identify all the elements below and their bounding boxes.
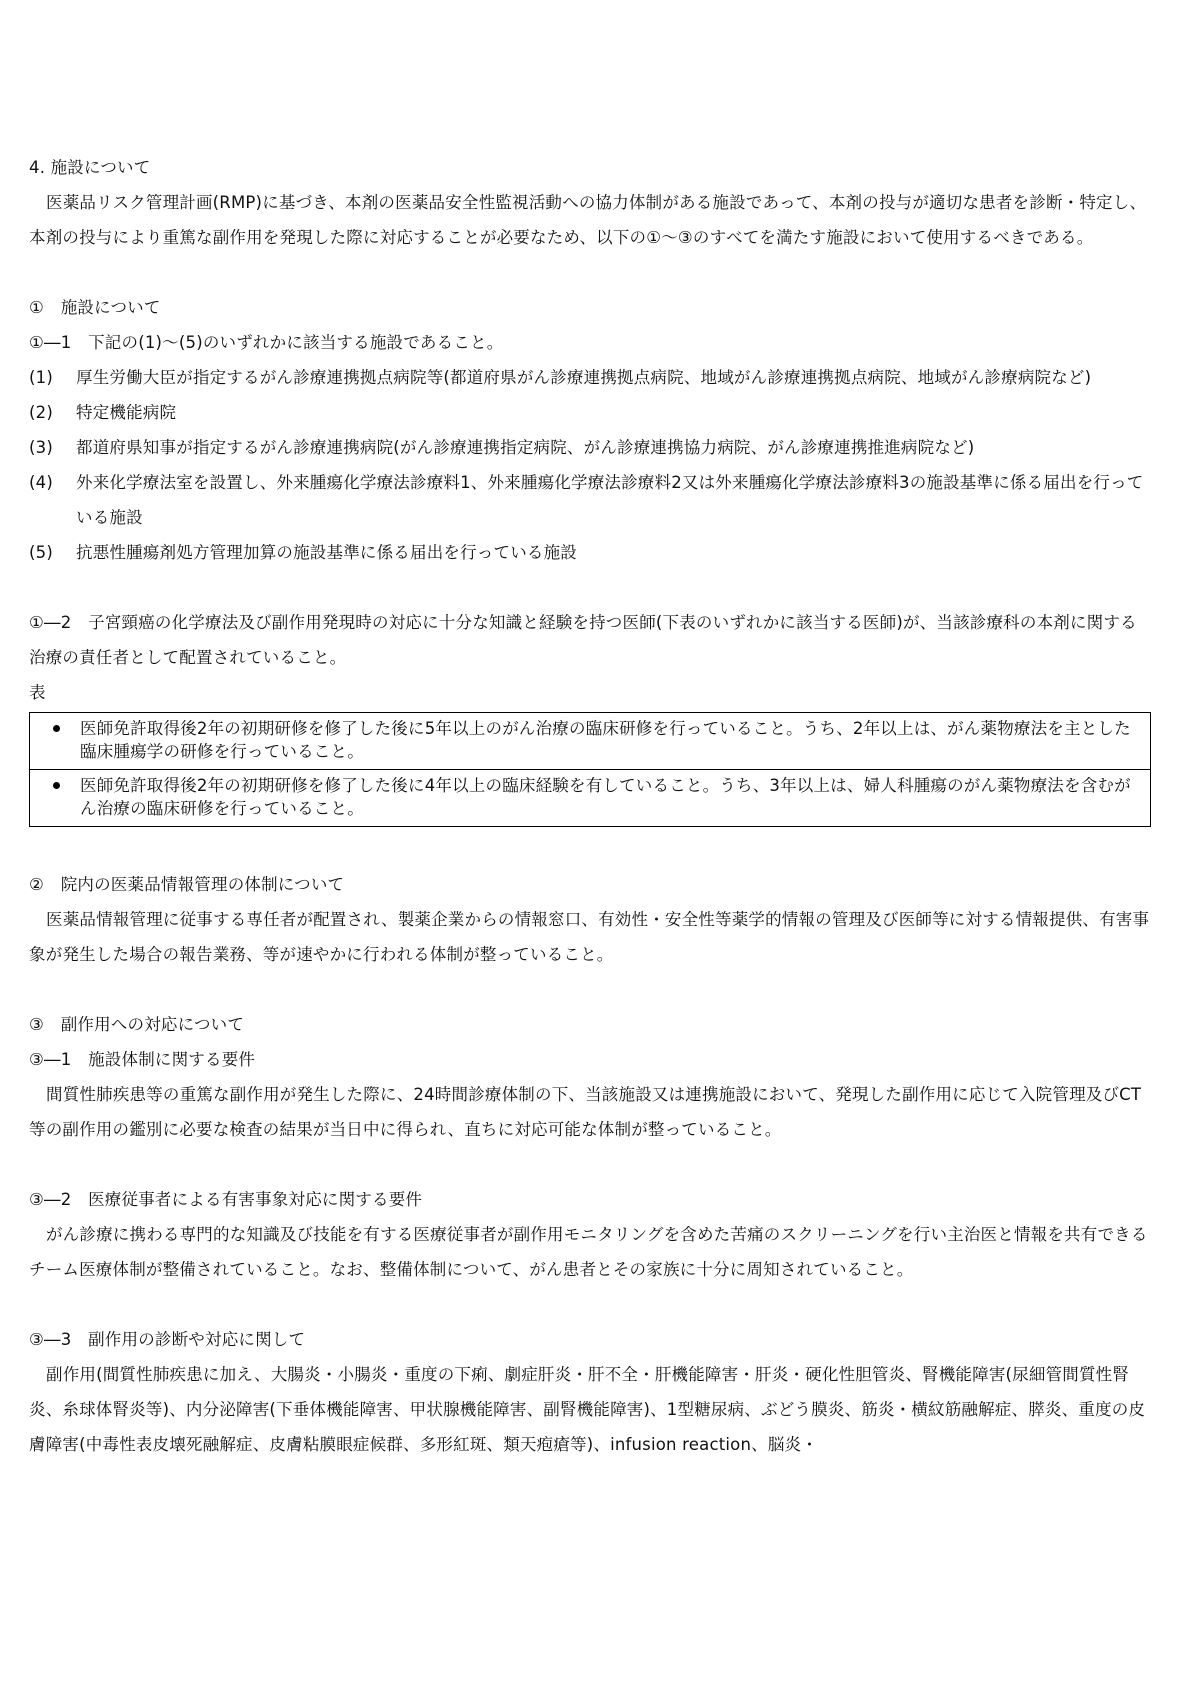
table-row (30, 713, 1150, 769)
part3-sub1-body: 間質性肺疾患等の重篤な副作用が発生した際に、24時間診療体制の下、当該施設又は連携施設において、発現した副作用に応じて入院管理及びCT等の副作用の鑑別に必要な検査の結果が当日中に得られ、直ちに対応可能な体制が整っていること。 (29, 1085, 1142, 1139)
part1-sub1-heading: ①―1 下記の(1)～(5)のいずれかに該当する施設であること。 (29, 333, 504, 352)
item-text: 外来化学療法室を設置し、外来腫瘍化学療法診療料1、外来腫瘍化学療法診療料2又は外来腫瘍化学療法診療料3の施設基準に係る届出を行っている施設 (76, 473, 1144, 527)
item-number: (4) (29, 473, 53, 492)
part3-heading: ③ 副作用への対応について (29, 1015, 245, 1034)
document-page (29, 150, 1151, 1462)
physician-requirements-table (29, 712, 1151, 827)
bullet-icon (36, 717, 76, 763)
part3-sub3-body: 副作用(間質性肺疾患に加え、大腸炎・小腸炎・重度の下痢、劇症肝炎・肝不全・肝機能障害・肝炎・硬化性胆管炎、腎機能障害(尿細管間質性腎炎、糸球体腎炎等)、内分泌障害(下垂体機能障害、甲状腺機能障害、副腎機能障害)、1型糖尿病、ぶどう膜炎、筋炎・横紋筋融解症、膵炎、重度の皮膚障害(中毒性表皮壊死融解症、皮膚粘膜眼症候群、多形紅斑、類天疱瘡等)、infusion reaction、脳炎・ (29, 1365, 1146, 1454)
item-number: (3) (29, 438, 53, 457)
item-number: (2) (29, 403, 53, 422)
table-cell: 医師免許取得後2年の初期研修を修了した後に5年以上のがん治療の臨床研修を行っていること。うち、2年以上は、がん薬物療法を主とした臨床腫瘍学の研修を行っていること。 (80, 719, 1131, 761)
part1-sub2-heading: ①―2 子宮頸癌の化学療法及び副作用発現時の対応に十分な知識と経験を持つ医師(下表のいずれかに該当する医師)が、当該診療科の本剤に関する治療の責任者として配置されていること。 (29, 613, 1137, 667)
part3-sub3-heading: ③―3 副作用の診断や対応に関して (29, 1330, 306, 1349)
item-number: (1) (29, 368, 53, 387)
part2-heading: ② 院内の医薬品情報管理の体制について (29, 875, 345, 894)
part2-body: 医薬品情報管理に従事する専任者が配置され、製薬企業からの情報窓口、有効性・安全性等薬学的情報の管理及び医師等に対する情報提供、有害事象が発生した場合の報告業務、等が速やかに行われる体制が整っていること。 (29, 910, 1150, 964)
facility-list-item (29, 465, 1151, 535)
item-text: 厚生労働大臣が指定するがん診療連携拠点病院等(都道府県がん診療連携拠点病院、地域がん診療連携拠点病院、地域がん診療病院など) (76, 368, 1092, 387)
facility-list-item (29, 430, 1151, 465)
facility-list-item (29, 395, 1151, 430)
section-title: 4. 施設について (29, 158, 151, 177)
facility-list-item (29, 535, 1151, 570)
item-text: 抗悪性腫瘍剤処方管理加算の施設基準に係る届出を行っている施設 (76, 543, 577, 562)
part1-heading: ① 施設について (29, 298, 161, 317)
item-number: (5) (29, 543, 53, 562)
facility-list-item (29, 360, 1151, 395)
part3-sub2-heading: ③―2 医療従事者による有害事象対応に関する要件 (29, 1190, 423, 1209)
item-text: 都道府県知事が指定するがん診療連携病院(がん診療連携指定病院、がん診療連携協力病院、がん診療連携推進病院など) (76, 438, 975, 457)
table-label: 表 (29, 683, 46, 702)
item-text: 特定機能病院 (76, 403, 177, 422)
section-intro: 医薬品リスク管理計画(RMP)に基づき、本剤の医薬品安全性監視活動への協力体制がある施設であって、本剤の投与が適切な患者を診断・特定し、本剤の投与により重篤な副作用を発現した際に対応することが必要なため、以下の①～③のすべてを満たす施設において使用するべきである。 (29, 193, 1147, 247)
part3-sub2-body: がん診療に携わる専門的な知識及び技能を有する医療従事者が副作用モニタリングを含めた苦痛のスクリーニングを行い主治医と情報を共有できるチーム医療体制が整備されていること。なお、整備体制について、がん患者とその家族に十分に周知されていること。 (29, 1225, 1148, 1279)
table-cell: 医師免許取得後2年の初期研修を修了した後に4年以上の臨床経験を有していること。うち、3年以上は、婦人科腫瘍のがん薬物療法を含むがん治療の臨床研修を行っていること。 (80, 776, 1131, 818)
table-row (30, 769, 1150, 826)
bullet-icon (36, 774, 76, 820)
part3-sub1-heading: ③―1 施設体制に関する要件 (29, 1050, 256, 1069)
